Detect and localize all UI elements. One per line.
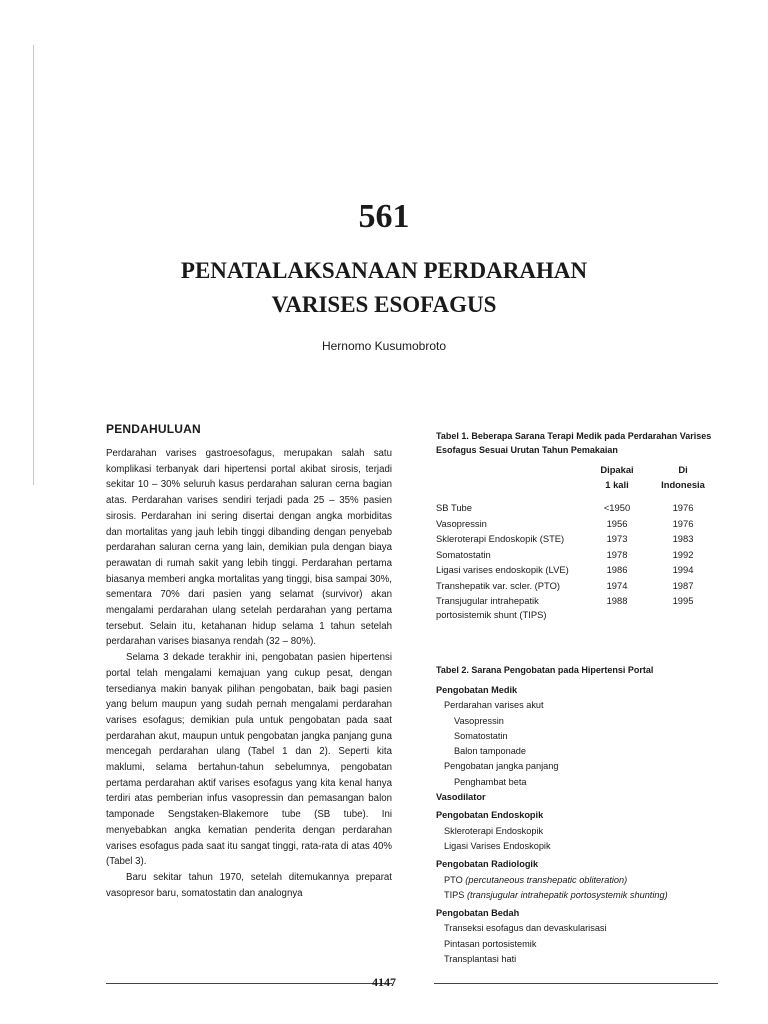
chapter-number: 561 <box>358 198 410 235</box>
therapy-name: Transjugular intrahepatik portosistemik shunt (TIPS) <box>436 595 547 620</box>
paragraph: Selama 3 dekade terakhir ini, pengobatan pasien hipertensi portal telah mengalami kemajuan yang cukup pesat, dengan tersedianya makin banyak pilihan pengobatan, baik bagi pasien yang belum maupun yang sudah pernah mengalami perdarahan varises esofagus; demikian pula untuk pengobatan pada saat perdarahan akut, maupun untuk pengobatan jangka panjang guna mencegah perdarahan ulang (Tabel 1 dan 2). Seperti kita maklumi, selama bertahun-tahun sebelumnya, pengobatan pertama perdarahan aktif varises esofagus yang kita kenal hanya terdiri atas pemberian infus vasopressin dan pemasangan balon tamponade Sengstaken-Blakemore tube (SB tube). Ini menyebabkan angka kematian penderita dengan perdarahan varises esofagus pada saat itu sangat tinggi, rata-rata di atas 40% (Tabel 3). <box>106 652 392 868</box>
tips-label: TIPS <box>444 889 465 900</box>
paragraph: Perdarahan varises gastroesofagus, merupakan salah satu komplikasi terbanyak dari hipertensi portal akibat sirosis, terjadi sekitar 10 – 30% seluruh kasus perdarahan saluran cerna bagian atas. Perdarahan varises sendiri terjadi pada 25 – 35% pasien sirosis. Perdarahan ini sering disertai dengan angka morbiditas dan mortalitas yang jauh lebih tinggi dibanding dengan penyebab perdarahan saluran cerna yang lain, demikian pula dengan biaya perawatan di rumah sakit yang lebih tinggi. Perdarahan pertama biasanya memberi angka mortalitas yang tinggi, bisa sampai 30%, sementara 70% dari pasien yang selamat (survivor) akan mengalami perdarahan ulang setelah perdarahan yang pertama tersebut. Selain itu, ketahanan hidup selama 1 tahun setelah perdarahan varises biasanya rendah (32 – 80%). <box>106 448 392 648</box>
header-text: Indonesia <box>661 479 705 490</box>
therapy-name: Ligasi varises endoskopik (LVE) <box>436 564 569 575</box>
year-indonesia: 1995 <box>672 595 694 606</box>
table-row <box>436 548 716 564</box>
table2-item: Balon tamponade <box>454 746 527 757</box>
table2-item: Vasopressin <box>454 715 504 726</box>
body-text <box>106 446 392 901</box>
page-number: 4147 <box>372 975 396 989</box>
therapy-name: Skleroterapi Endoskopik (STE) <box>436 533 565 544</box>
section-heading: PENDAHULUAN <box>106 422 201 436</box>
year-indonesia: 1983 <box>672 533 694 544</box>
pto-description: (percutaneous transhepatic obliteration) <box>465 874 628 885</box>
table-row <box>436 532 716 548</box>
table2-item: Penghambat beta <box>454 776 527 787</box>
table2-group-heading: Pengobatan Endoskopik <box>436 810 544 821</box>
title-line-1: PENATALAKSANAAN PERDARAHAN <box>180 258 588 283</box>
table2-item <box>436 888 716 903</box>
table-row <box>436 594 716 623</box>
table2-group-heading: Pengobatan Radiologik <box>436 859 539 870</box>
table2-group-heading: Vasodilator <box>436 792 486 803</box>
year-first: 1988 <box>606 595 628 606</box>
year-first: 1973 <box>606 533 628 544</box>
year-indonesia: 1976 <box>672 502 694 513</box>
year-first: 1956 <box>606 517 628 529</box>
table1-header-indonesia <box>650 462 716 492</box>
table2 <box>436 683 716 967</box>
table2-item: Ligasi Varises Endoskopik <box>444 840 551 851</box>
table2-item: Perdarahan varises akut <box>444 700 544 711</box>
title-line-2: VARISES ESOFAGUS <box>271 292 497 317</box>
therapy-name: Somatostatin <box>436 548 491 560</box>
table-row <box>436 492 716 517</box>
year-first: 1978 <box>606 548 628 560</box>
year-indonesia: 1994 <box>672 564 694 575</box>
therapy-name: Transhepatik var. scler. (PTO) <box>436 579 560 591</box>
paragraph: Baru sekitar tahun 1970, setelah ditemukannya preparat vasopresor baru, somatostatin dan analognya <box>106 871 392 899</box>
table2-group-heading: Pengobatan Medik <box>436 685 518 695</box>
author: Hernomo Kusumobroto <box>321 339 447 353</box>
table2-group-heading: Pengobatan Bedah <box>436 908 520 919</box>
table1-header-empty <box>436 462 584 492</box>
table2-item: Pengobatan jangka panjang <box>444 761 559 772</box>
table-row <box>436 579 716 595</box>
therapy-name: SB Tube <box>436 502 472 513</box>
table2-item: Skleroterapi Endoskopik <box>444 825 544 836</box>
year-indonesia: 1976 <box>672 517 694 529</box>
table2-item <box>436 873 716 888</box>
table2-item: Pintasan portosistemik <box>444 938 537 949</box>
table2-item: Transplantasi hati <box>444 954 517 965</box>
table2-item: Transeksi esofagus dan devaskularisasi <box>444 923 607 934</box>
year-indonesia: 1992 <box>672 548 694 560</box>
table2-item: Somatostatin <box>454 730 508 741</box>
year-first: <1950 <box>603 502 631 513</box>
year-indonesia: 1987 <box>672 579 694 591</box>
chapter-title <box>0 254 768 322</box>
table1-caption: Tabel 1. Beberapa Sarana Terapi Medik pada Perdarahan Varises Esofagus Sesuai Urutan Tahun Pemakaian <box>436 431 712 455</box>
year-first: 1974 <box>606 579 628 591</box>
therapy-name: Vasopressin <box>436 517 487 529</box>
table2-caption: Tabel 2. Sarana Pengobatan pada Hipertensi Portal <box>436 665 654 675</box>
header-text: Dipakai <box>600 464 634 475</box>
header-text: Di <box>678 464 688 475</box>
table1-header-row <box>436 462 716 492</box>
table-row <box>436 517 716 533</box>
table-row <box>436 563 716 579</box>
tips-description: (transjugular intrahepatik portosystemik shunting) <box>466 889 668 900</box>
header-text: 1 kali <box>605 479 629 490</box>
pto-label: PTO <box>444 874 463 885</box>
table1-header-first-used <box>584 462 650 492</box>
year-first: 1986 <box>606 564 628 575</box>
table1 <box>436 462 716 623</box>
